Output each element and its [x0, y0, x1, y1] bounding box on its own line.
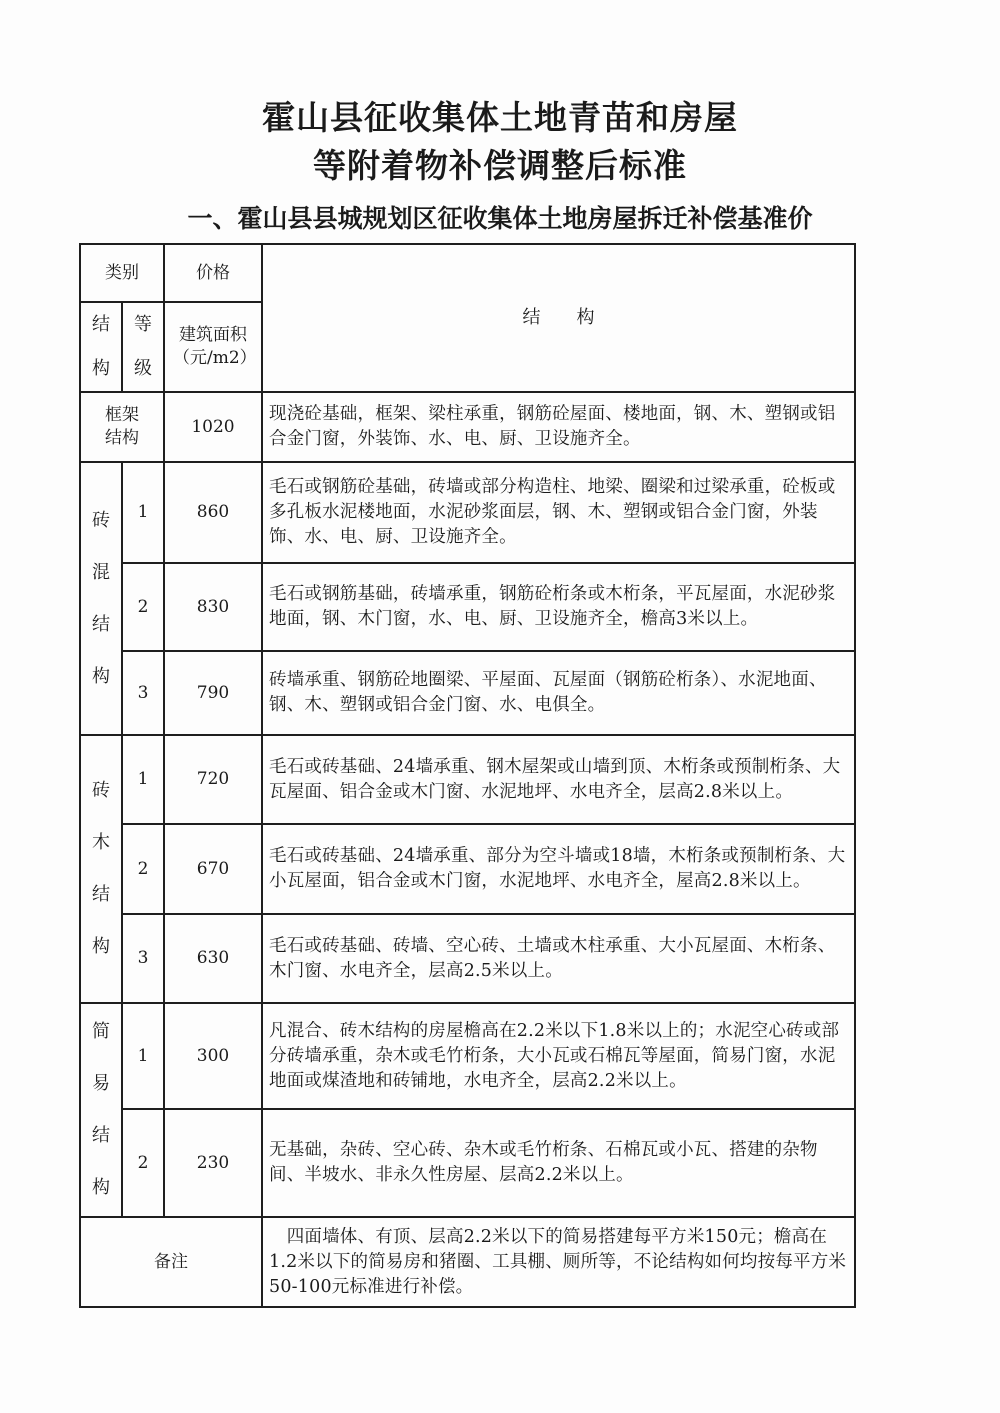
header-grade-col: 等级 — [122, 302, 164, 392]
header-price-unit: 建筑面积（元/m2） — [164, 302, 262, 392]
brick-concrete-grade-2: 2 — [122, 563, 164, 651]
remarks-text: 四面墙体、有顶、层高2.2米以下的简易搭建每平方米150元；檐高在1.2米以下的简易房和猪圈、工具棚、厕所等，不论结构如何均按每平方米50-100元标准进行补偿。 — [262, 1217, 855, 1307]
brick-concrete-name: 砖混结构 — [80, 462, 122, 735]
brick-concrete-desc-2: 毛石或钢筋基础，砖墙承重，钢筋砼桁条或木桁条，平瓦屋面，水泥砂浆地面，钢、木门窗，水、电、厨、卫设施齐全，檐高3米以上。 — [262, 563, 855, 651]
simple-desc-2: 无基础，杂砖、空心砖、杂木或毛竹桁条、石棉瓦或小瓦、搭建的杂物间、半坡水、非永久性房屋、层高2.2米以上。 — [262, 1109, 855, 1217]
simple-price-1: 300 — [164, 1003, 262, 1109]
brick-concrete-grade-3: 3 — [122, 651, 164, 735]
section-subtitle: 一、霍山县县城规划区征收集体土地房屋拆迁补偿基准价 — [187, 204, 813, 233]
brick-wood-price-1: 720 — [164, 735, 262, 824]
simple-grade-2: 2 — [122, 1109, 164, 1217]
brick-wood-price-3: 630 — [164, 914, 262, 1003]
brick-wood-price-2: 670 — [164, 824, 262, 914]
brick-wood-desc-3: 毛石或砖基础、砖墙、空心砖、土墙或木柱承重、大小瓦屋面、木桁条、木门窗、水电齐全，层高2.5米以上。 — [262, 914, 855, 1003]
brick-wood-grade-1: 1 — [122, 735, 164, 824]
brick-concrete-price-3: 790 — [164, 651, 262, 735]
compensation-table — [79, 243, 856, 1308]
frame-price: 1020 — [164, 392, 262, 462]
brick-concrete-desc-3: 砖墙承重、钢筋砼地圈梁、平屋面、瓦屋面（钢筋砼桁条）、水泥地面、钢、木、塑钢或铝合金门窗、水、电俱全。 — [262, 651, 855, 735]
simple-desc-1: 凡混合、砖木结构的房屋檐高在2.2米以下1.8米以上的；水泥空心砖或部分砖墙承重，杂木或毛竹桁条，大小瓦或石棉瓦等屋面，简易门窗，水泥地面或煤渣地和砖铺地，水电齐全，层高2.2米以上。 — [262, 1003, 855, 1109]
brick-wood-desc-1: 毛石或砖基础、24墙承重、钢木屋架或山墙到顶、木桁条或预制桁条、大瓦屋面、铝合金或木门窗、水泥地坪、水电齐全，层高2.8米以上。 — [262, 735, 855, 824]
brick-wood-grade-3: 3 — [122, 914, 164, 1003]
remarks-label: 备注 — [80, 1217, 262, 1307]
header-description: 结 构 — [262, 244, 855, 392]
brick-concrete-desc-1: 毛石或钢筋砼基础，砖墙或部分构造柱、地梁、圈梁和过梁承重，砼板或多孔板水泥楼地面，水泥砂浆面层，钢、木、塑钢或铝合金门窗，外装饰、水、电、厨、卫设施齐全。 — [262, 462, 855, 563]
simple-grade-1: 1 — [122, 1003, 164, 1109]
header-price: 价格 — [164, 244, 262, 302]
frame-structure-name: 框架结构 — [80, 392, 164, 462]
document-title-line1: 霍山县征收集体土地青苗和房屋 — [262, 98, 738, 137]
brick-concrete-price-2: 830 — [164, 563, 262, 651]
simple-price-2: 230 — [164, 1109, 262, 1217]
simple-structure-name: 简易结构 — [80, 1003, 122, 1217]
frame-description: 现浇砼基础，框架、梁柱承重，钢筋砼屋面、楼地面，钢、木、塑钢或铝合金门窗，外装饰、水、电、厨、卫设施齐全。 — [262, 392, 855, 462]
brick-wood-grade-2: 2 — [122, 824, 164, 914]
brick-concrete-grade-1: 1 — [122, 462, 164, 563]
brick-wood-name: 砖木结构 — [80, 735, 122, 1003]
document-title-line2: 等附着物补偿调整后标准 — [313, 146, 687, 185]
brick-concrete-price-1: 860 — [164, 462, 262, 563]
header-category: 类别 — [80, 244, 164, 302]
header-structure-col: 结构 — [80, 302, 122, 392]
brick-wood-desc-2: 毛石或砖基础、24墙承重、部分为空斗墙或18墙，木桁条或预制桁条、大小瓦屋面，铝合金或木门窗，水泥地坪、水电齐全，屋高2.8米以上。 — [262, 824, 855, 914]
